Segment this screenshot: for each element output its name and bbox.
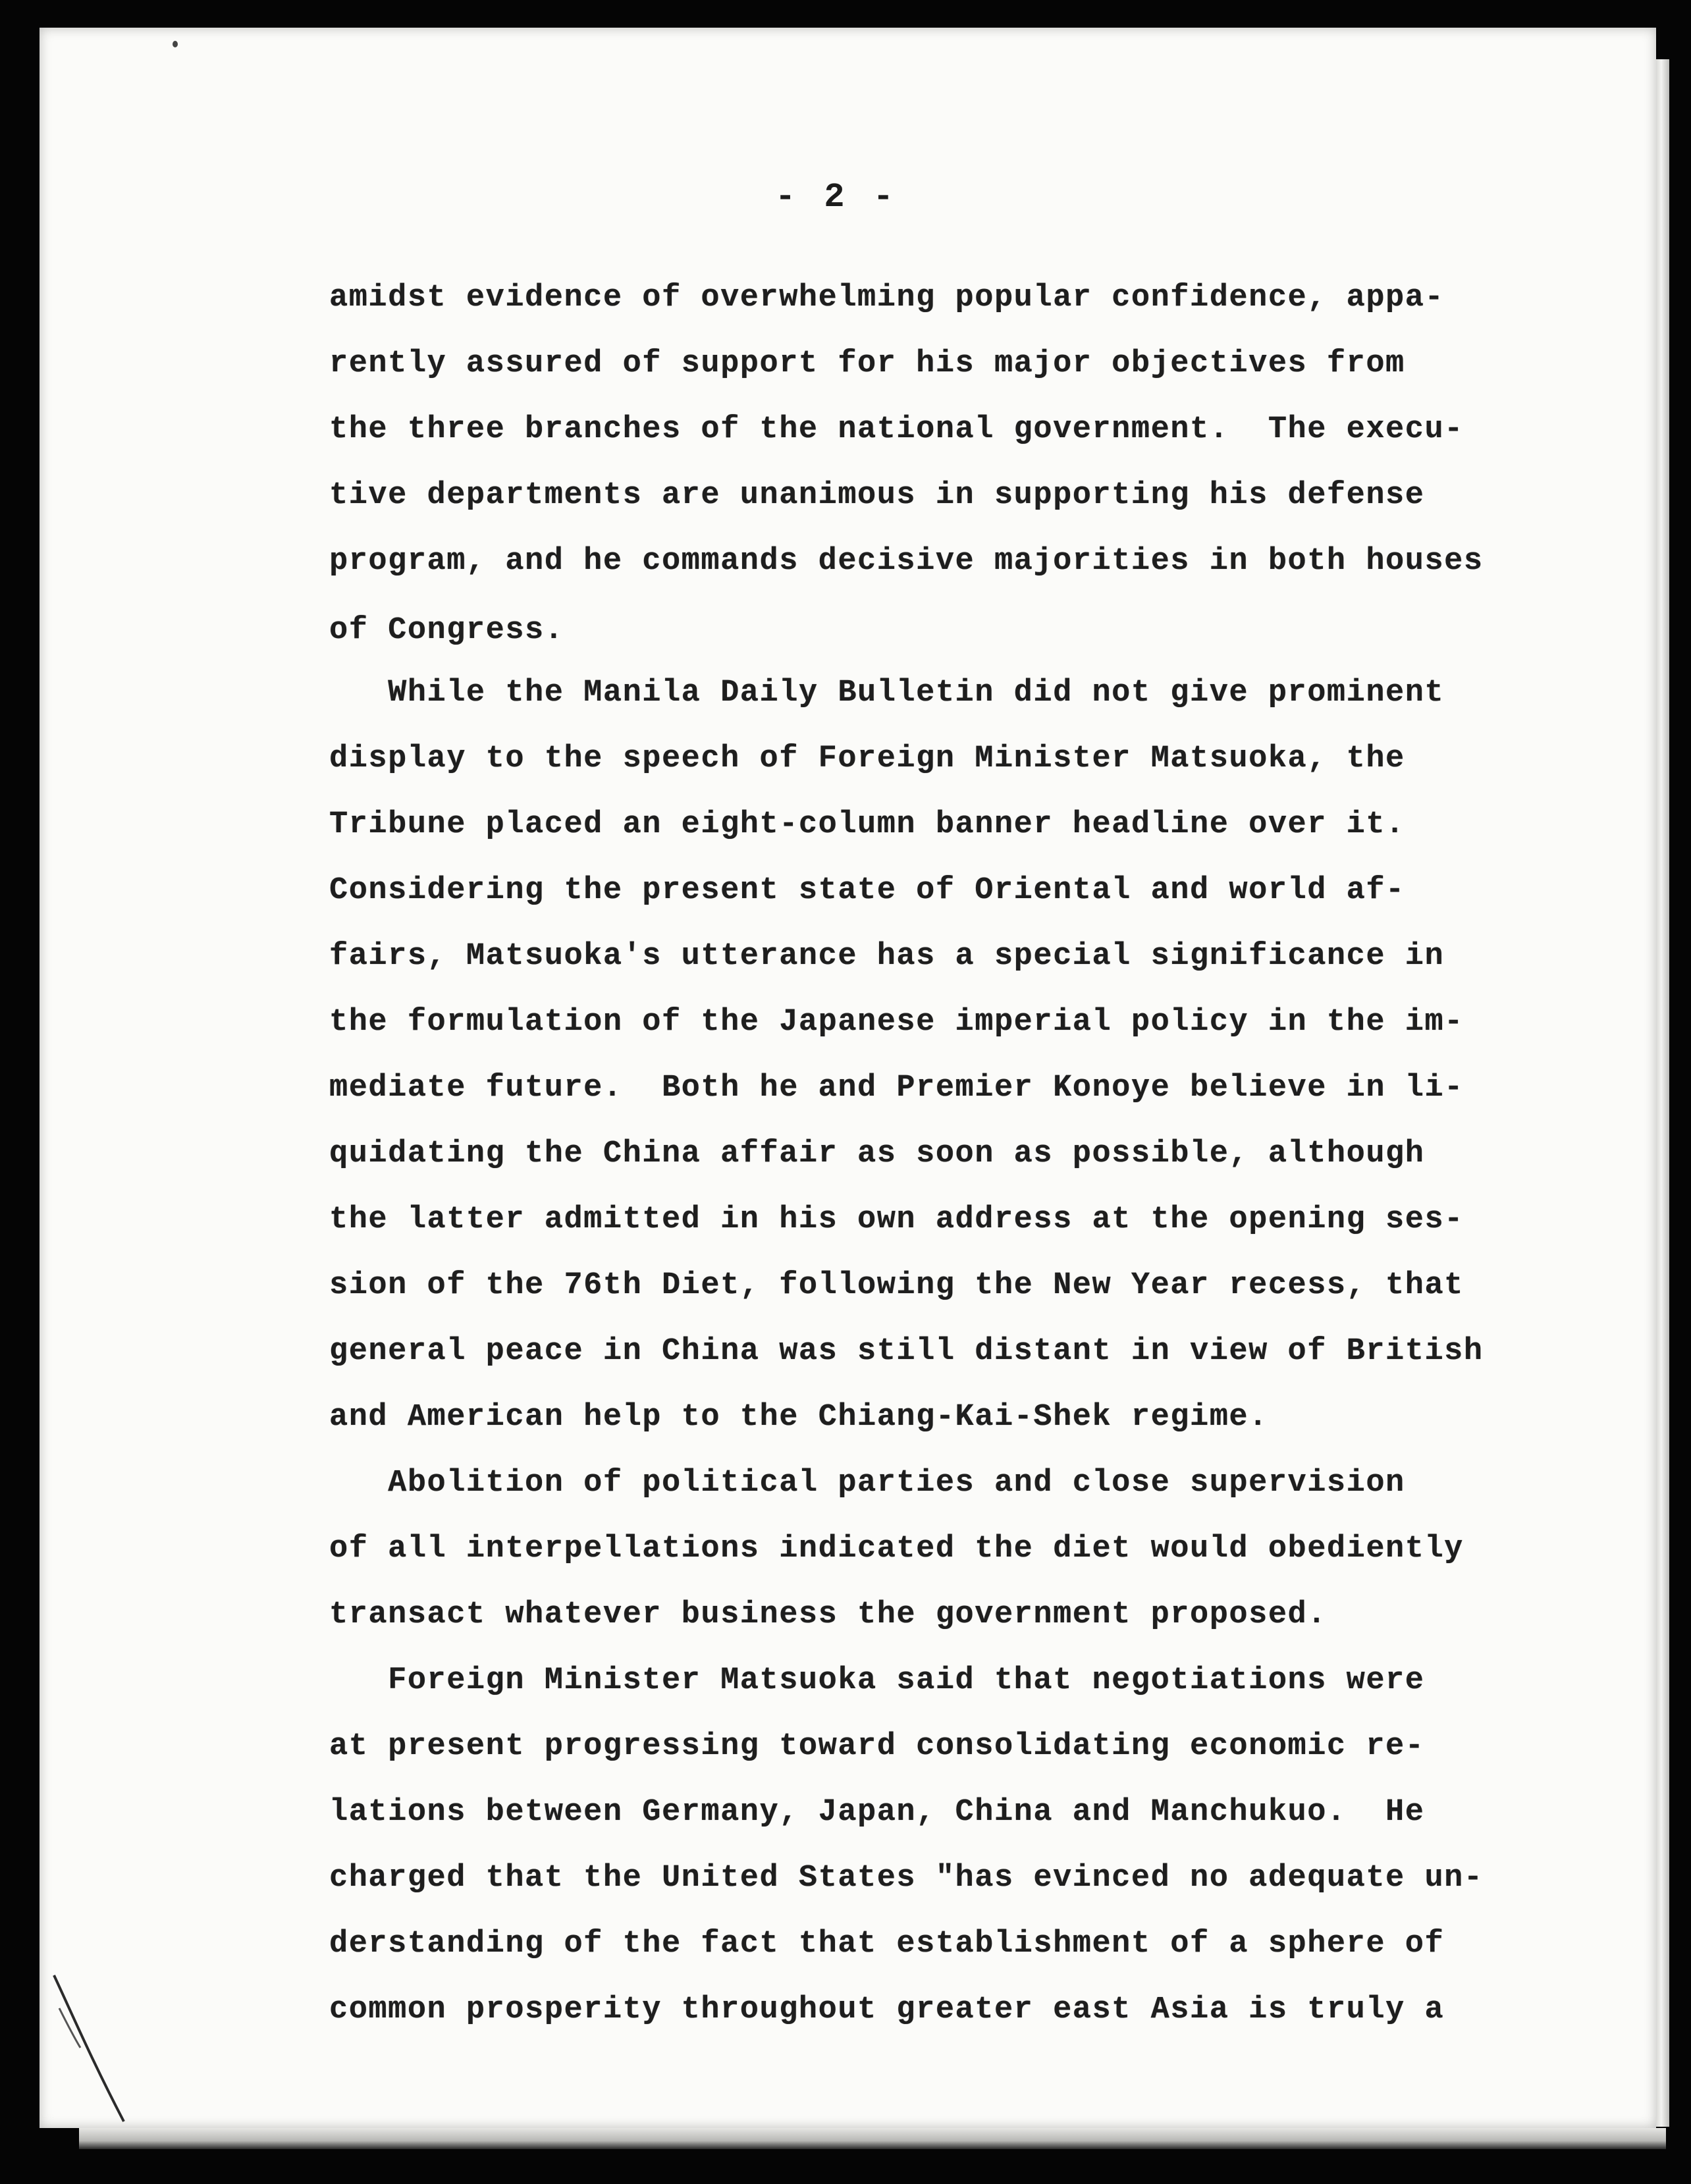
text-line: common prosperity throughout greater east Asia is truly a bbox=[329, 1992, 1445, 2027]
text-line: general peace in China was still distant in view of British bbox=[329, 1334, 1484, 1369]
text-line: rently assured of support for his major objectives from bbox=[329, 346, 1405, 381]
text-line: the three branches of the national government. The execu- bbox=[329, 412, 1464, 447]
text-line: quidating the China affair as soon as possible, although bbox=[329, 1136, 1425, 1171]
text-line: lations between Germany, Japan, China and Manchukuo. He bbox=[329, 1795, 1425, 1830]
ink-speck bbox=[173, 41, 178, 47]
page-number: - 2 - bbox=[774, 178, 898, 217]
text-line: transact whatever business the government proposed. bbox=[329, 1597, 1327, 1632]
text-line: While the Manila Daily Bulletin did not give prominent bbox=[329, 676, 1445, 710]
text-line: tive departments are unanimous in supporting his defense bbox=[329, 478, 1425, 513]
text-line: derstanding of the fact that establishment of a sphere of bbox=[329, 1927, 1445, 1961]
text-line: the latter admitted in his own address at the opening ses- bbox=[329, 1202, 1464, 1237]
text-line: at present progressing toward consolidating economic re- bbox=[329, 1729, 1425, 1764]
text-line: fairs, Matsuoka's utterance has a special significance in bbox=[329, 939, 1445, 974]
text-line: of all interpellations indicated the diet would obediently bbox=[329, 1531, 1464, 1566]
text-line: Tribune placed an eight-column banner headline over it. bbox=[329, 807, 1405, 842]
paper-edge-right bbox=[1656, 59, 1669, 2127]
text-line: mediate future. Both he and Premier Konoye believe in li- bbox=[329, 1071, 1464, 1105]
text-line: Foreign Minister Matsuoka said that negotiations were bbox=[329, 1663, 1425, 1698]
text-line: amidst evidence of overwhelming popular confidence, appa- bbox=[329, 280, 1445, 315]
text-line: display to the speech of Foreign Minister Matsuoka, the bbox=[329, 741, 1405, 776]
text-line: program, and he commands decisive majorities in both houses bbox=[329, 544, 1484, 579]
text-line: Considering the present state of Oriental and world af- bbox=[329, 873, 1405, 908]
text-line: and American help to the Chiang-Kai-Shek regime. bbox=[329, 1400, 1268, 1435]
text-line: charged that the United States "has evinced no adequate un- bbox=[329, 1861, 1484, 1896]
margin-pencil-mark bbox=[46, 1969, 178, 2127]
text-line: Abolition of political parties and close supervision bbox=[329, 1466, 1405, 1501]
text-line: the formulation of the Japanese imperial policy in the im- bbox=[329, 1005, 1464, 1040]
text-line: of Congress. bbox=[329, 613, 564, 648]
paper-edge-bottom bbox=[79, 2128, 1666, 2149]
text-line: sion of the 76th Diet, following the New Year recess, that bbox=[329, 1268, 1464, 1303]
